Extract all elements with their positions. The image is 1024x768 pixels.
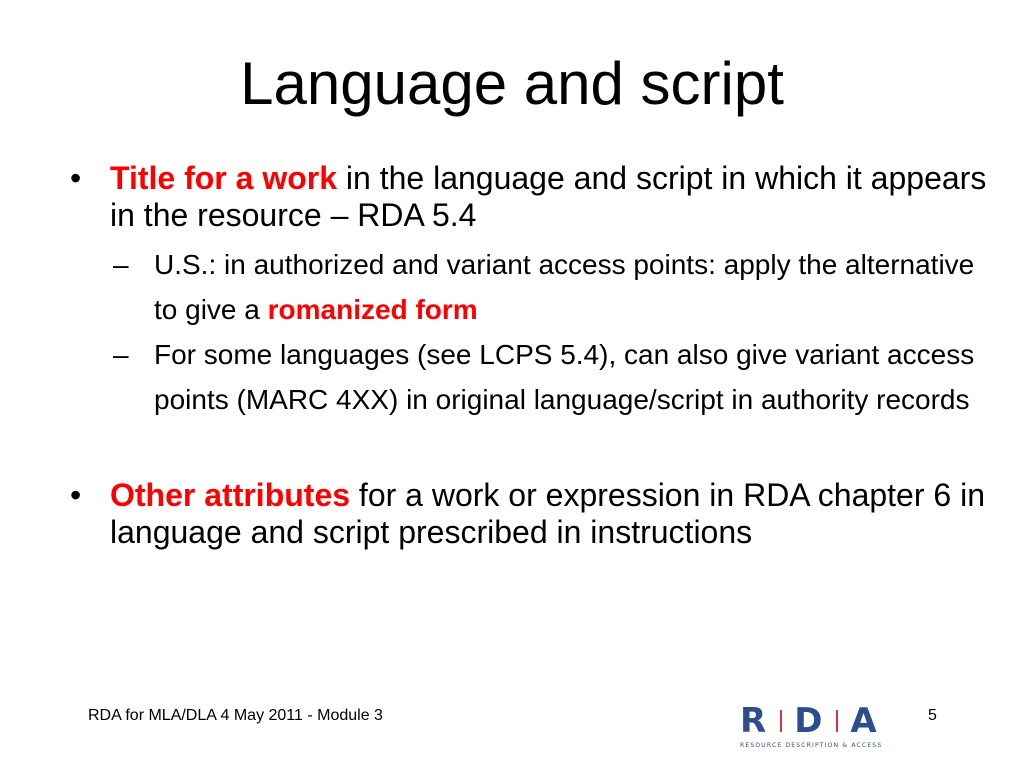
bullet-item-other-attributes (70, 477, 990, 551)
logo-separator (836, 710, 838, 732)
bullet-marker: • (70, 160, 82, 196)
rda-logo (740, 701, 890, 752)
bullet-marker: • (70, 477, 82, 513)
logo-separator (780, 710, 782, 732)
logo-letter-a: A (850, 701, 879, 741)
sub-bullet-some-languages (110, 332, 990, 422)
sub-bullet-highlight: romanized form (267, 294, 478, 325)
bullet-highlight: Other attributes (110, 477, 351, 513)
sub-bullet-list (110, 242, 990, 422)
sub-bullet-us-practice (110, 242, 990, 332)
logo-tagline: RESOURCE DESCRIPTION & ACCESS (740, 742, 883, 749)
sub-bullet-marker: – (113, 339, 129, 370)
bullet-highlight: Title for a work (110, 160, 338, 196)
bullet-text: for a work or expression in RDA chapter 6 in language and script prescribed in instructions (110, 477, 985, 550)
bullet-text: in the language and script in which it appears in the resource – RDA 5.4 (110, 160, 987, 233)
logo-letter-d: D (794, 701, 825, 741)
footer-text: RDA for MLA/DLA 4 May 2011 - Module 3 (88, 707, 383, 724)
sub-bullet-marker: – (113, 249, 129, 280)
page-number: 5 (928, 707, 937, 724)
slide-title: Language and script (240, 50, 784, 117)
sub-bullet-text: For some languages (see LCPS 5.4), can also give variant access points (MARC 4XX) in original language/script in authority records (154, 339, 975, 415)
bullet-item-title-for-work (70, 160, 990, 422)
sub-bullet-text: U.S.: in authorized and variant access points: apply the alternative to give a (154, 249, 975, 325)
logo-letters (740, 701, 890, 741)
logo-letter-r: R (740, 701, 769, 741)
bullet-list (70, 160, 990, 551)
